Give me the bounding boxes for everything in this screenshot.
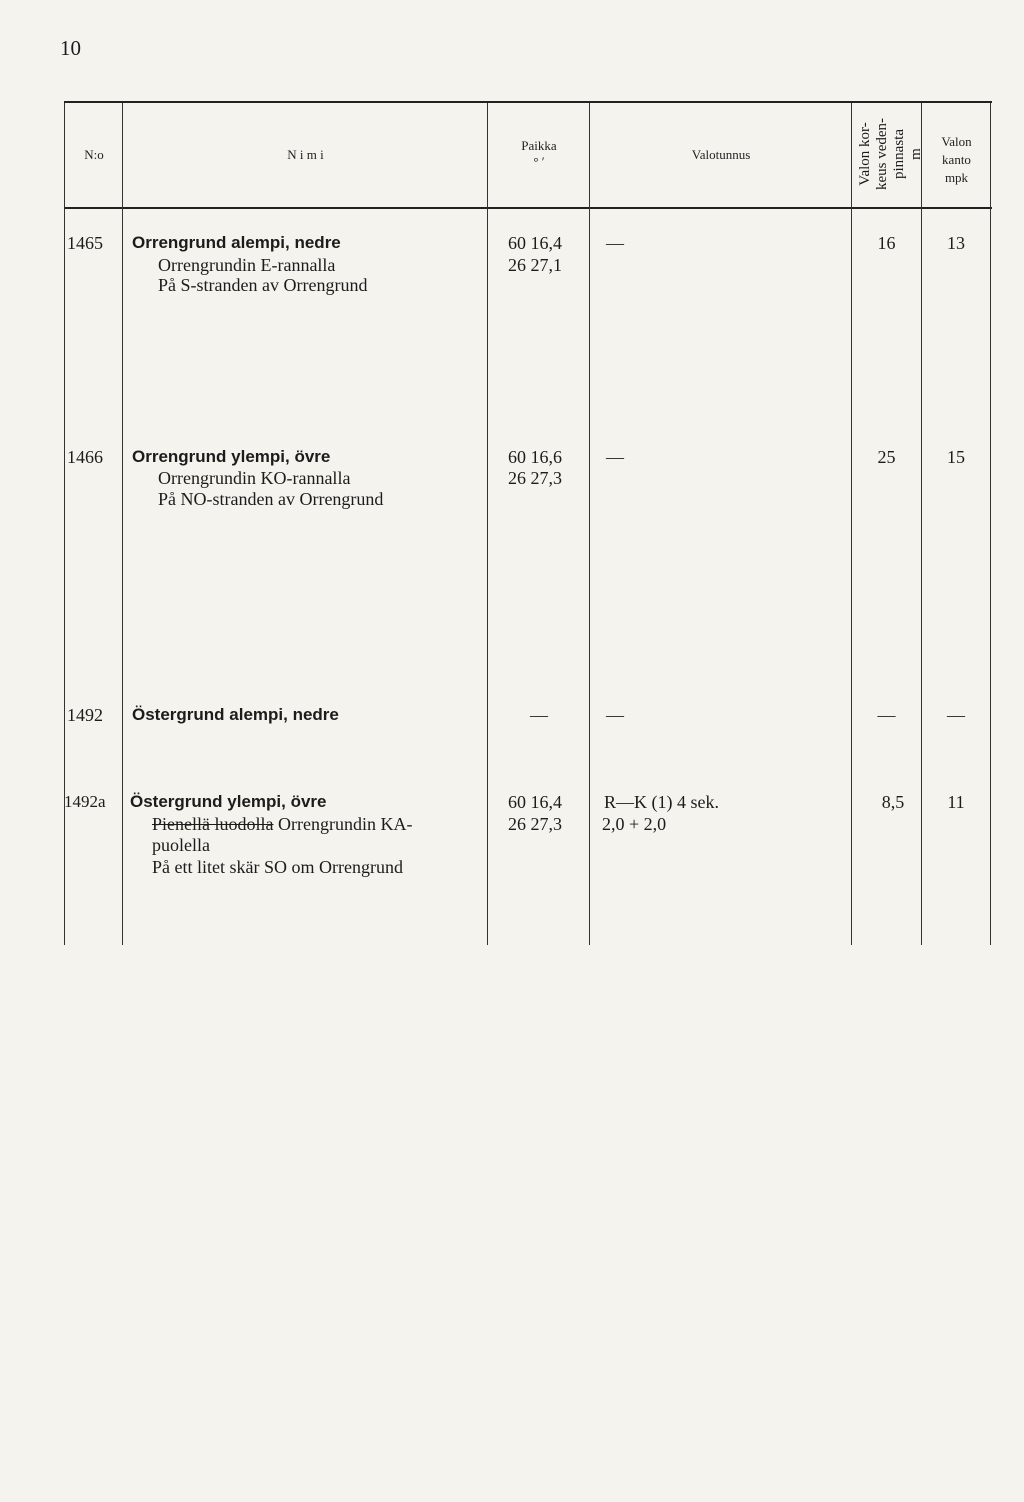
light-description-line [152,813,412,835]
light-name: Östergrund alempi, nedre [132,705,339,724]
header-position-units: ° ′ [533,154,545,169]
light-characteristic: — [606,233,624,253]
longitude: 26 27,3 [508,814,562,834]
col-line-right [990,103,991,945]
light-range: 13 [947,233,965,253]
light-range: 15 [947,447,965,467]
header-range-line: kanto [942,152,971,167]
light-height: 16 [877,233,896,253]
header-range-line: Valon [941,134,972,149]
light-name: Orrengrund ylempi, övre [132,447,331,466]
row-number: 1466 [67,447,103,467]
header-rule [64,207,992,209]
light-name: Orrengrund alempi, nedre [132,233,341,252]
light-description: På S-stranden av Orrengrund [158,275,368,295]
header-light-height [858,104,924,204]
top-rule [64,101,992,103]
header-range [923,133,990,187]
header-height-line: Valon kor- [857,122,873,186]
col-line-no [122,103,123,945]
latitude: 60 16,6 [508,447,562,467]
row-number: 1492a [64,792,106,811]
col-line-name [487,103,488,945]
longitude: 26 27,3 [508,468,562,488]
header-position: Paikka [521,138,557,153]
light-characteristic: R—K (1) 4 sek. [604,792,719,812]
header-light-characteristic: Valotunnus [691,147,751,162]
header-no: N:o [84,147,104,162]
light-description: puolella [152,835,210,855]
light-description: På NO-stranden av Orrengrund [158,489,384,509]
light-characteristic: — [606,705,624,725]
header-name: N i m i [287,147,324,162]
col-line-position [589,103,590,945]
row-number: 1465 [67,233,103,253]
latitude: 60 16,4 [508,233,562,253]
struck-description: Pienellä luodolla [152,814,274,834]
light-description: Orrengrundin KA- [273,814,413,834]
header-range-line: mpk [944,170,969,185]
longitude: 26 27,1 [508,255,562,275]
row-number: 1492 [67,705,103,725]
col-line-left [64,103,65,945]
col-line-height [921,103,922,945]
light-height: 8,5 [881,792,905,812]
light-characteristic: — [606,447,624,467]
header-height-line: pinnasta [891,129,907,179]
latitude: — [530,705,548,725]
latitude: 60 16,4 [508,792,562,812]
col-line-light [851,103,852,945]
header-height-line: keus veden- [874,117,890,191]
header-height-line: m [908,148,924,160]
light-range: 11 [947,792,965,812]
light-period: 2,0 + 2,0 [602,814,667,834]
light-description: Orrengrundin E-rannalla [158,255,336,275]
light-description: Orrengrundin KO-rannalla [158,468,351,488]
light-name: Östergrund ylempi, övre [130,792,327,811]
light-height: — [877,705,896,725]
light-height: 25 [877,447,896,467]
page-number: 10 [60,36,81,60]
light-description: På ett litet skär SO om Orrengrund [152,857,403,877]
light-range: — [947,705,965,725]
